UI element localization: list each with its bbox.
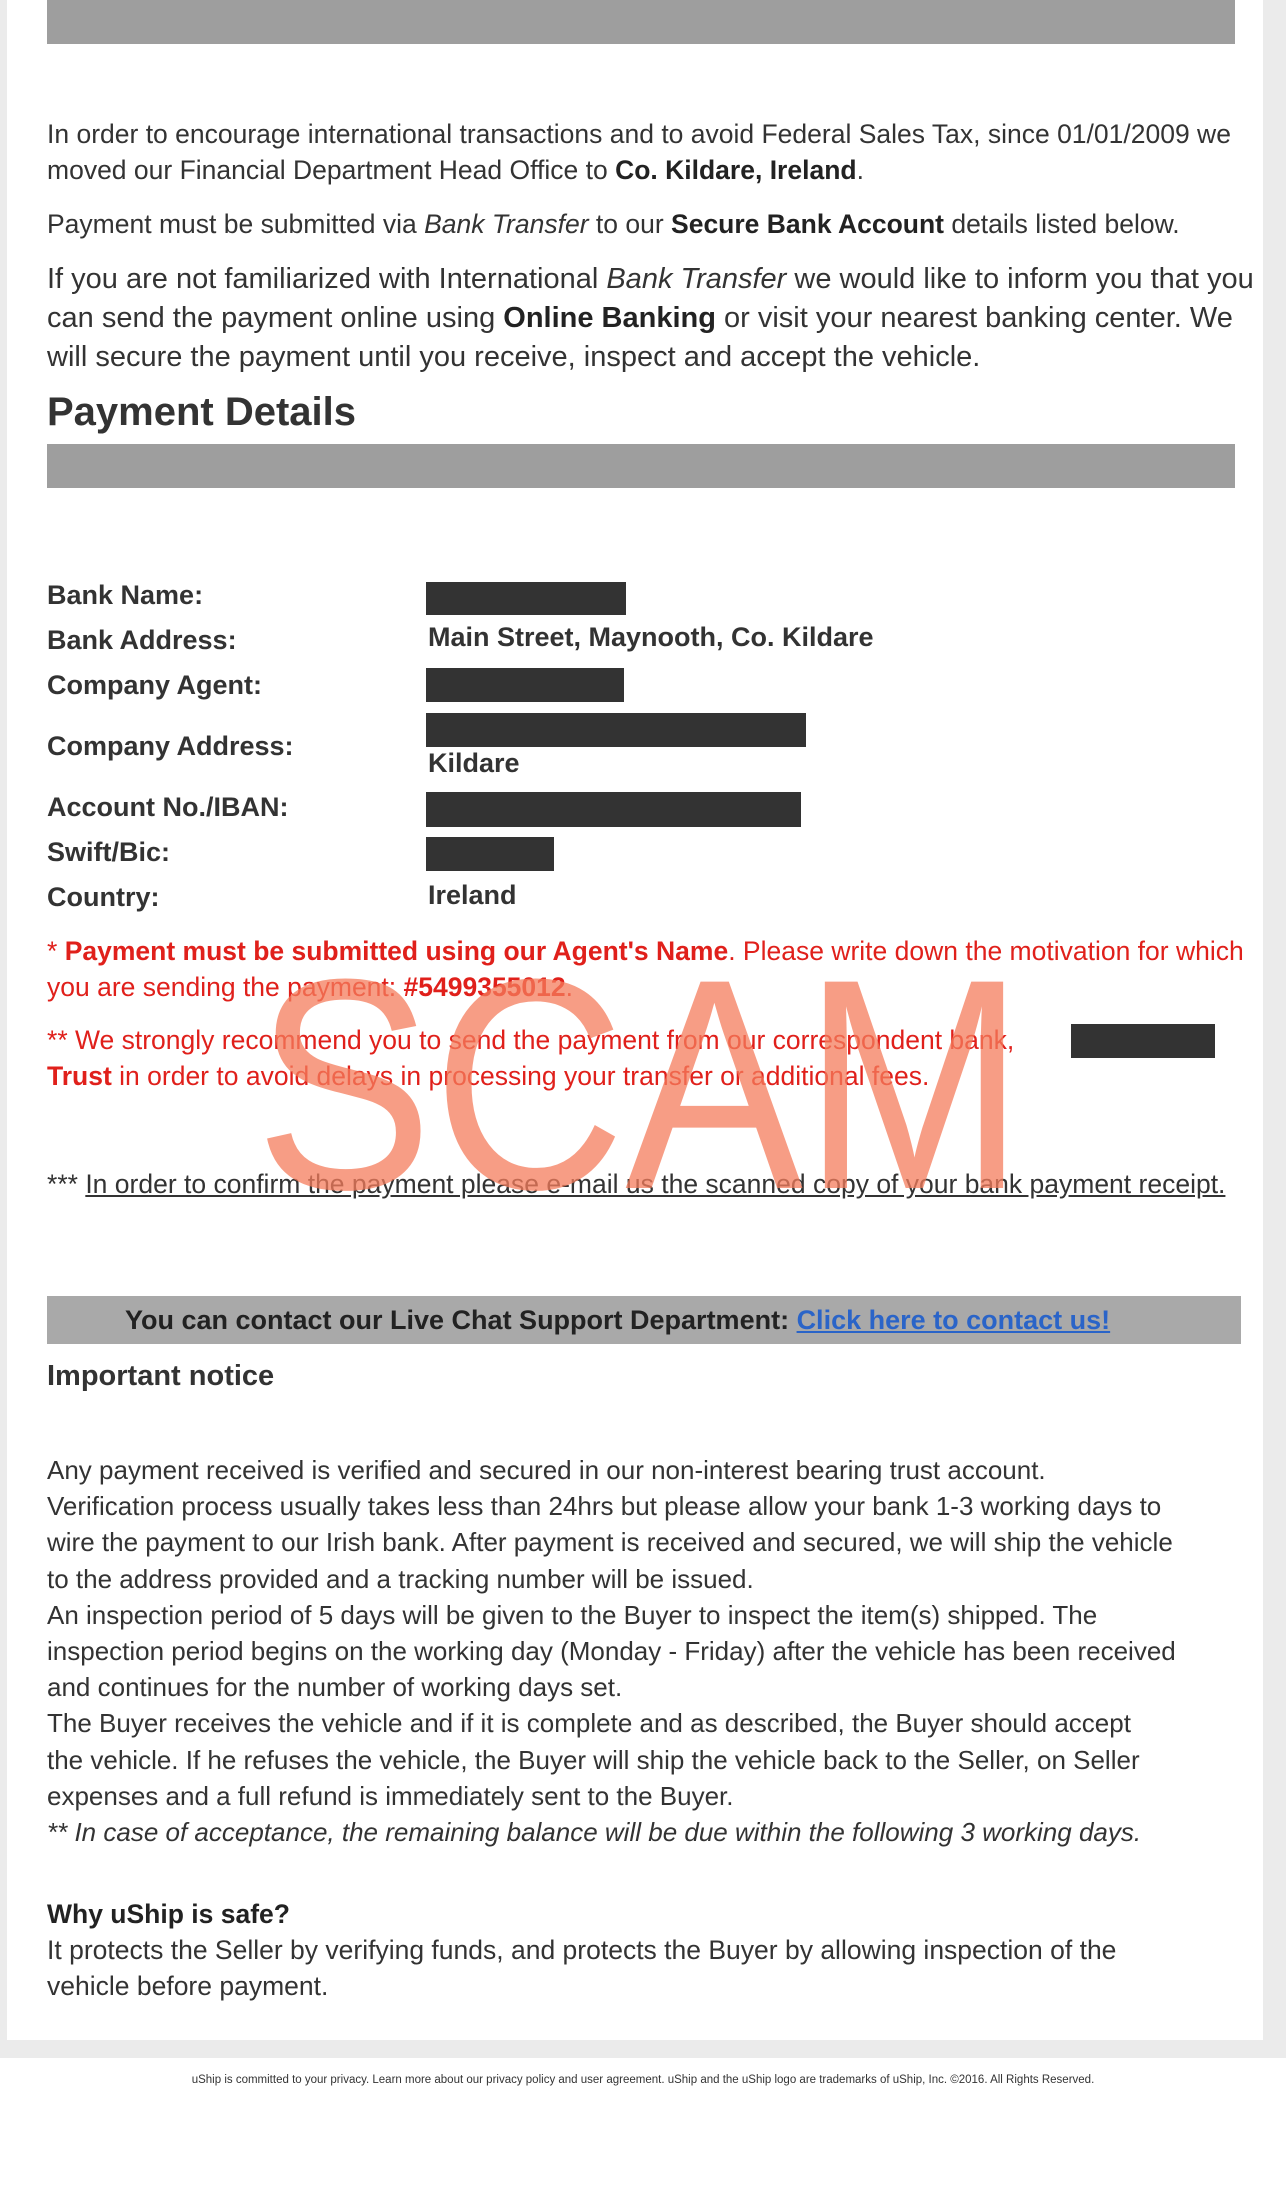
notice-line: and continues for the number of working days set. (47, 1672, 623, 1703)
intro-punct: . (856, 155, 864, 185)
intro3-text-b: we would like to inform you that you can send the payment online using (47, 263, 1254, 334)
intro3-text-c: or visit your nearest banking center. We will secure the payment until you receive, inspect and accept the vehicle. (47, 302, 1233, 373)
company-address-redaction (426, 713, 806, 747)
intro3-bank-transfer: Bank Transfer (606, 263, 787, 295)
scam-watermark-text: SCAM (255, 960, 1025, 1200)
country-label: Country: (47, 882, 160, 912)
note1-text: . Please write down the motivation for which you are sending the payment: (47, 936, 1244, 1002)
note1-punct: . (565, 972, 574, 1002)
why-safe-line-1: It protects the Seller by verifying funds, and protects the Buyer by allowing inspection of the (47, 1935, 1117, 1965)
intro-text: In order to encourage international transactions and to avoid Federal Sales Tax, since 01/01/2009 we moved our Financial Department Head Office to (47, 119, 1231, 185)
contact-link[interactable]: Click here to contact us! (796, 1305, 1111, 1335)
notice-line: the vehicle. If he refuses the vehicle, the Buyer will ship the vehicle back to the Seller, on Seller (47, 1744, 1140, 1775)
notice-line: inspection period begins on the working day (Monday - Friday) after the vehicle has been received (47, 1636, 1176, 1667)
intro2-secure-account: Secure Bank Account (671, 209, 944, 239)
notice-line: to the address provided and a tracking number will be issued. (47, 1563, 754, 1594)
notice-line: Verification process usually takes less than 24hrs but please allow your bank 1-3 working days to (47, 1491, 1162, 1522)
important-notice-body (47, 1452, 1277, 1850)
note1-bold: Payment must be submitted using our Agent's Name (64, 936, 729, 966)
payment-details-heading: Payment Details (47, 390, 357, 434)
intro-location: Co. Kildare, Ireland (615, 155, 857, 185)
note3-text: In order to confirm the payment please e-mail us the scanned copy of your bank payment receipt. (85, 1169, 1226, 1199)
intro3-online-banking: Online Banking (503, 302, 716, 334)
intro-paragraph-1 (47, 116, 1247, 188)
note-agent-name (47, 933, 1247, 1005)
notice-line: Any payment received is verified and secured in our non-interest bearing trust account. (47, 1455, 1046, 1485)
bank-name-redaction (426, 582, 626, 615)
notice-italic-line: ** In case of acceptance, the remaining balance will be due within the following 3 working days. (47, 1817, 1142, 1848)
important-notice-heading: Important notice (47, 1360, 275, 1392)
note2-trust: Trust (47, 1061, 112, 1091)
note-confirm-payment (47, 1166, 1247, 1202)
notice-line: An inspection period of 5 days will be given to the Buyer to inspect the item(s) shipped. The (47, 1599, 1098, 1630)
bank-address-label: Bank Address: (47, 625, 237, 655)
bank-address-value: Main Street, Maynooth, Co. Kildare (428, 622, 874, 652)
country-value: Ireland (428, 880, 517, 910)
contact-text: You can contact our Live Chat Support Department: (125, 1305, 797, 1335)
company-agent-label: Company Agent: (47, 670, 262, 700)
company-address-value: Kildare (428, 748, 520, 778)
notice-line: expenses and a full refund is immediately sent to the Buyer. (47, 1780, 734, 1811)
note3-stars: *** (47, 1169, 86, 1199)
note1-star: * (47, 936, 65, 966)
intro2-text-c: details listed below. (943, 209, 1180, 239)
account-label: Account No./IBAN: (47, 792, 289, 822)
contact-bar (47, 1296, 1241, 1344)
note1-reference: #5499355012 (403, 972, 566, 1002)
why-safe-line-2: vehicle before payment. (47, 1971, 329, 2001)
note2-text-b: in order to avoid delays in processing your transfer or additional fees. (111, 1061, 930, 1091)
intro2-bank-transfer: Bank Transfer (424, 209, 589, 239)
notice-line: wire the payment to our Irish bank. After payment is received and secured, we will ship the vehicle (47, 1527, 1173, 1558)
note-correspondent-bank (47, 1022, 1247, 1094)
intro3-text: If you are not familiarized with International (47, 263, 607, 295)
intro-paragraph-2 (47, 206, 1267, 242)
company-agent-redaction (426, 668, 624, 702)
footer-legal-text: uShip is committed to your privacy. Learn more about our privacy policy and user agreement. uShip and the uShip logo are trademarks of uShip, Inc. ©2016. All Rights Reserved. (191, 2074, 1095, 2086)
payment-details-bar (47, 444, 1235, 488)
header-bar (47, 0, 1235, 44)
account-redaction (426, 792, 801, 827)
note2-text: ** We strongly recommend you to send the payment from our correspondent bank, (47, 1025, 1015, 1055)
why-safe-heading: Why uShip is safe? (47, 1899, 290, 1929)
intro-paragraph-3 (47, 260, 1277, 377)
intro2-text: Payment must be submitted via (47, 209, 425, 239)
swift-label: Swift/Bic: (47, 837, 171, 867)
notice-line: The Buyer receives the vehicle and if it is complete and as described, the Buyer should accept (47, 1708, 1131, 1739)
correspondent-bank-redaction (1071, 1024, 1215, 1058)
swift-redaction (426, 837, 554, 871)
intro2-text-b: to our (588, 209, 672, 239)
bank-name-label: Bank Name: (47, 580, 204, 610)
company-address-label: Company Address: (47, 731, 294, 761)
